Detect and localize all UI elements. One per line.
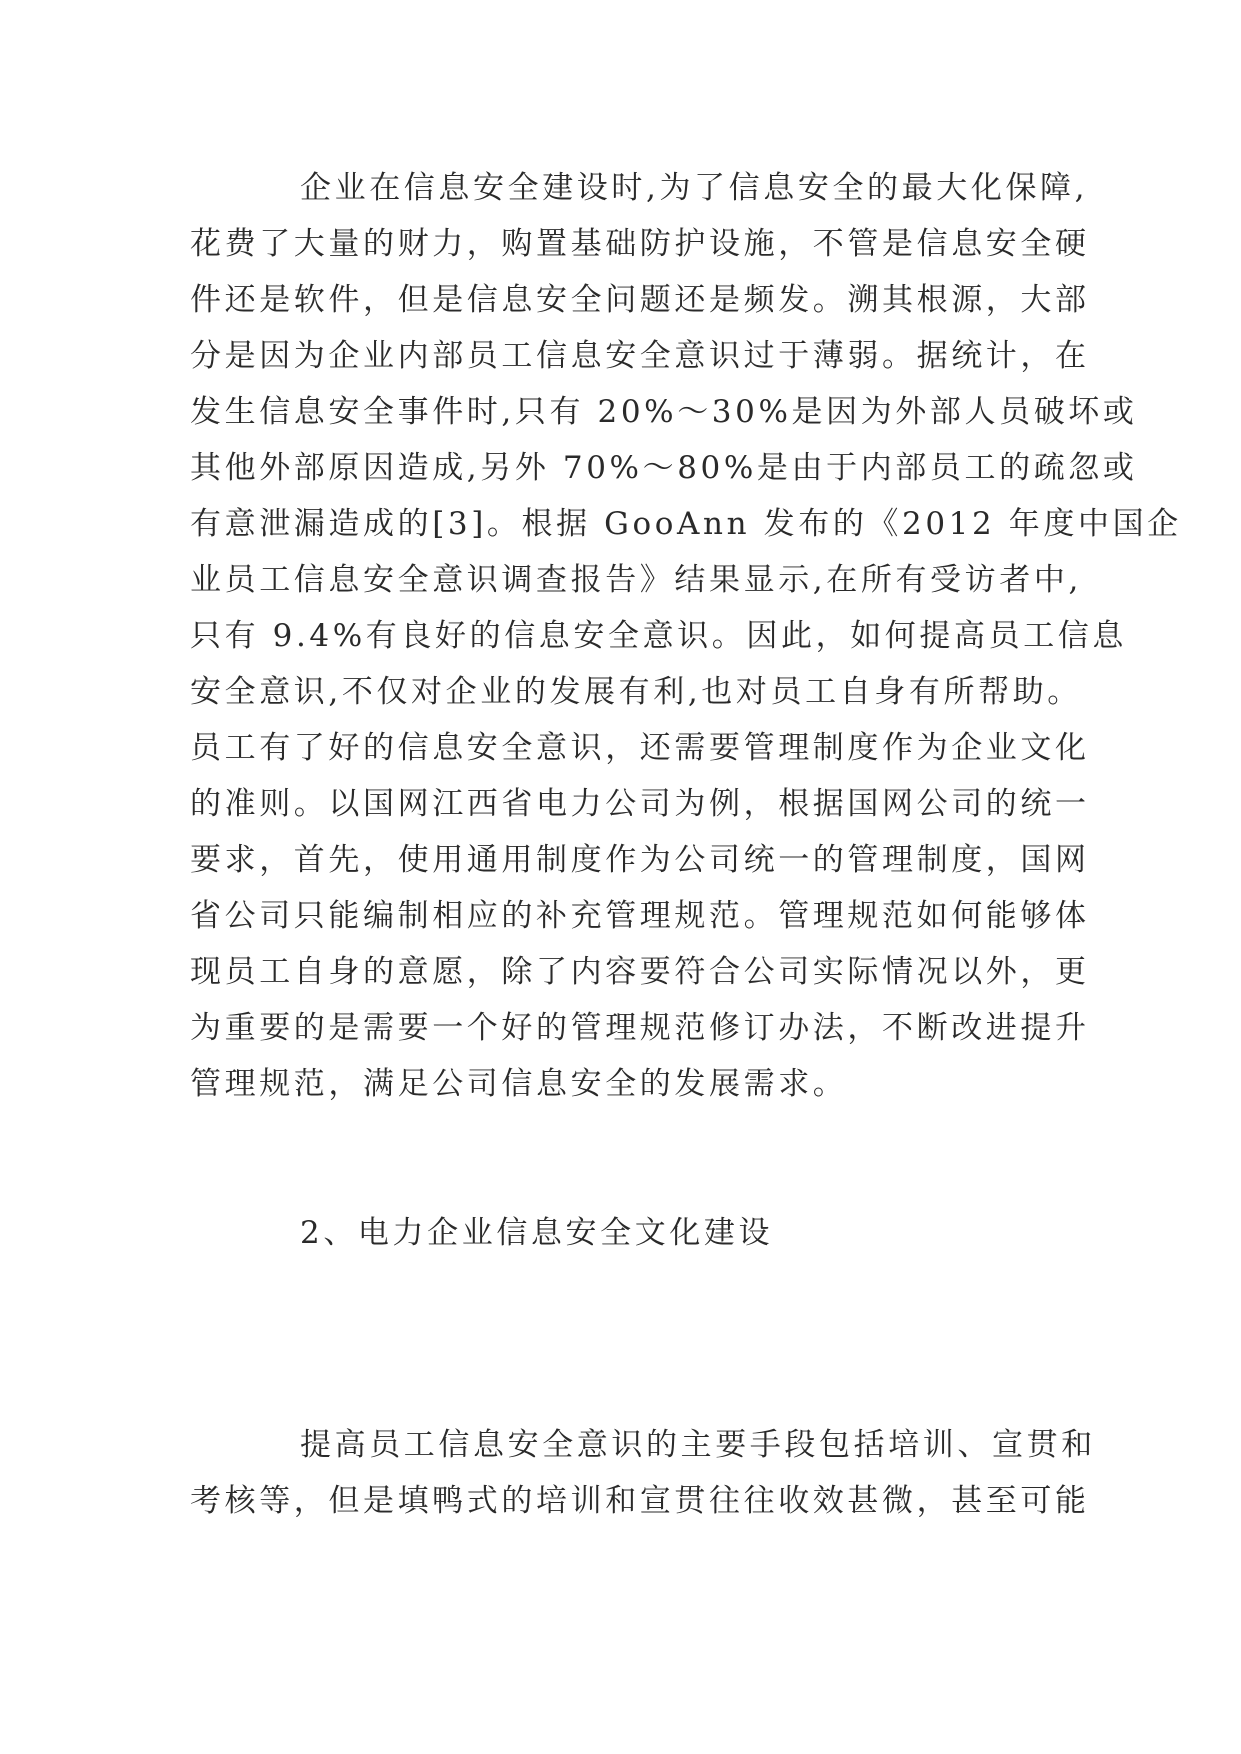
paragraph-line: 有意泄漏造成的[3]。根据 GooAnn 发布的《2012 年度中国企 (190, 506, 1182, 542)
paragraph-line: 安全意识,不仅对企业的发展有利,也对员工自身有所帮助。 (190, 674, 1082, 710)
paragraph-line: 要求，首先，使用通用制度作为公司统一的管理制度，国网 (190, 842, 1090, 878)
paragraph-line: 只有 9.4%有良好的信息安全意识。因此，如何提高员工信息 (190, 618, 1128, 654)
paragraph-line: 为重要的是需要一个好的管理规范修订办法，不断改进提升 (190, 1010, 1090, 1046)
paragraph-line: 提高员工信息安全意识的主要手段包括培训、宣贯和 (300, 1427, 1096, 1463)
paragraph-line: 现员工自身的意愿，除了内容要符合公司实际情况以外，更 (190, 954, 1090, 990)
paragraph-line: 员工有了好的信息安全意识，还需要管理制度作为企业文化 (190, 730, 1090, 766)
paragraph-line: 企业在信息安全建设时,为了信息安全的最大化保障, (300, 170, 1089, 206)
paragraph-line: 分是因为企业内部员工信息安全意识过于薄弱。据统计，在 (190, 338, 1090, 374)
paragraph-line: 管理规范，满足公司信息安全的发展需求。 (190, 1066, 848, 1102)
paragraph-line: 其他外部原因造成,另外 70%～80%是由于内部员工的疏忽或 (190, 450, 1138, 486)
paragraph-line: 省公司只能编制相应的补充管理规范。管理规范如何能够体 (190, 898, 1090, 934)
paragraph-line: 花费了大量的财力，购置基础防护设施，不管是信息安全硬 (190, 226, 1090, 262)
paragraph-line: 的准则。以国网江西省电力公司为例，根据国网公司的统一 (190, 786, 1090, 822)
section-heading: 2、电力企业信息安全文化建设 (300, 1215, 774, 1251)
paragraph-line: 考核等，但是填鸭式的培训和宣贯往往收效甚微，甚至可能 (190, 1483, 1090, 1519)
paragraph-line: 业员工信息安全意识调查报告》结果显示,在所有受访者中, (190, 562, 1082, 598)
paragraph-line: 发生信息安全事件时,只有 20%～30%是因为外部人员破坏或 (190, 394, 1138, 430)
paragraph-line: 件还是软件，但是信息安全问题还是频发。溯其根源，大部 (190, 282, 1090, 318)
